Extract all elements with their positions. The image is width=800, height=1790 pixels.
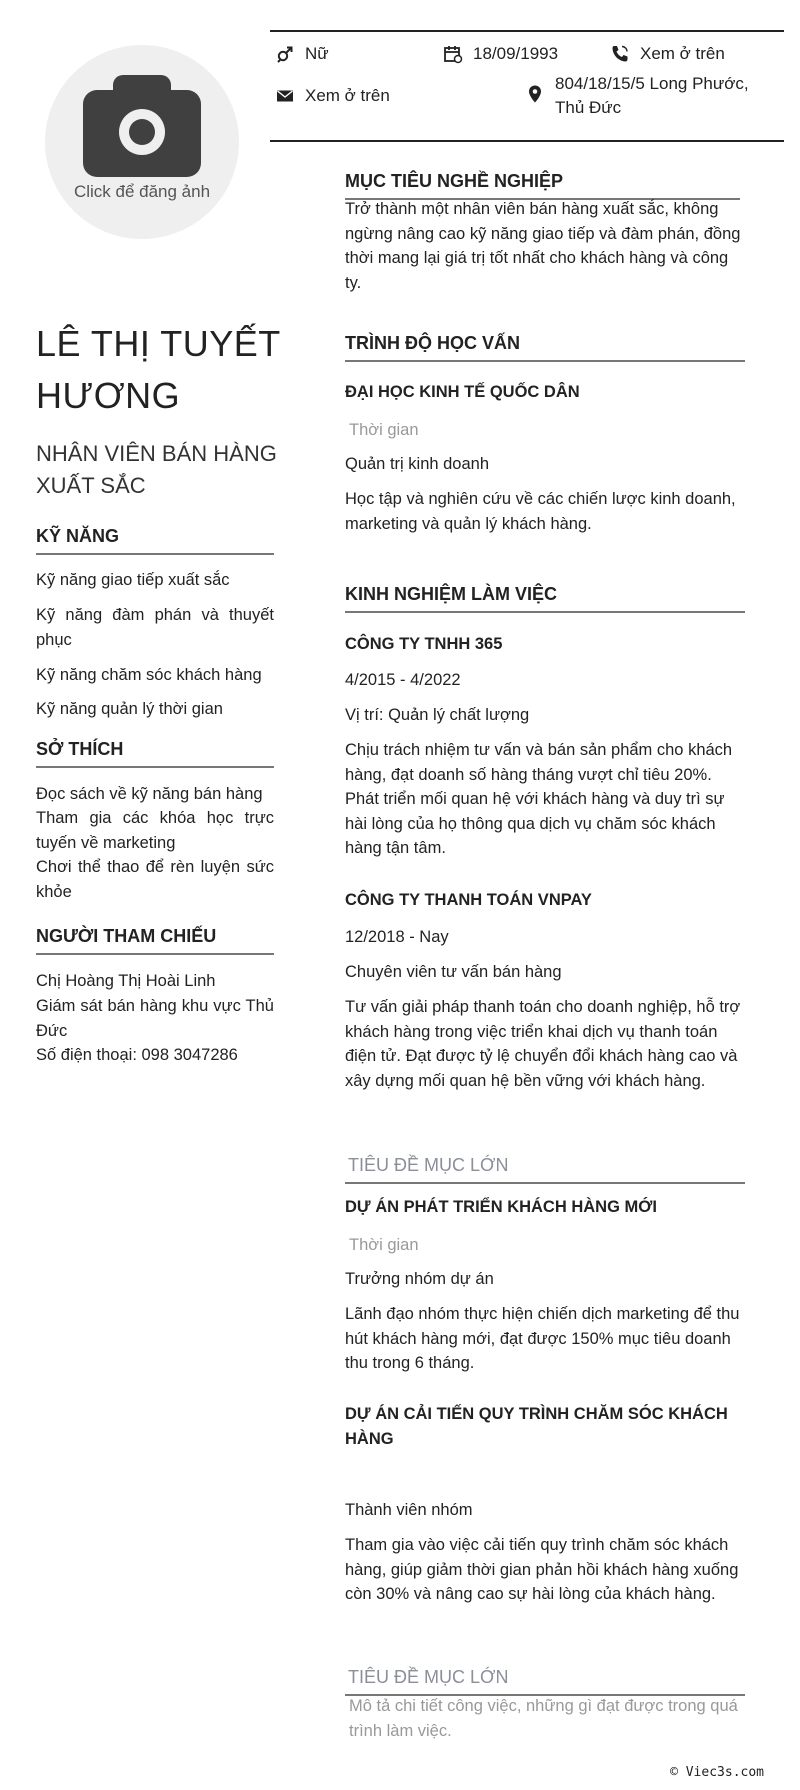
hobbies-heading: SỞ THÍCH: [36, 739, 274, 768]
calendar-icon: [443, 44, 463, 64]
education-heading: TRÌNH ĐỘ HỌC VẤN: [345, 333, 745, 362]
contact-info-box: [270, 30, 784, 142]
job-desc: Chịu trách nhiệm tư vấn và bán sản phẩm cho khách hàng, đạt doanh số hàng tháng vượt chỉ tiêu 20%. Phát triển mối quan hệ với khách hàng và duy trì sự hài lòng của họ thông qua dịch vụ chăm sóc khách hàng tận tâm.: [345, 741, 733, 857]
objective-text: Trở thành một nhân viên bán hàng xuất sắc, không ngừng nâng cao kỹ năng giao tiếp và đàm phán, đồng thời mang lại giá trị tốt nhất cho khách hàng và công ty.: [345, 200, 741, 292]
hobby-item: Đọc sách về kỹ năng bán hàng: [36, 785, 263, 803]
gender-icon: [275, 44, 295, 64]
references-heading: NGƯỜI THAM CHIẾU: [36, 926, 274, 955]
email-value: Xem ở trên: [305, 86, 390, 105]
candidate-name: LÊ THỊ TUYẾT HƯƠNG: [36, 323, 281, 416]
objective-heading: MỤC TIÊU NGHỀ NGHIỆP: [345, 171, 740, 200]
education-desc: Học tập và nghiên cứu về các chiến lược kinh doanh, marketing và quản lý khách hàng.: [345, 490, 736, 533]
project-role: Trưởng nhóm dự án: [345, 1270, 494, 1288]
skill-item: Kỹ năng chăm sóc khách hàng: [36, 666, 262, 684]
avatar-label: Click để đăng ảnh: [73, 182, 211, 201]
company-name: CÔNG TY TNHH 365: [345, 635, 503, 653]
gender-value: Nữ: [305, 44, 329, 63]
skill-item: Kỹ năng giao tiếp xuất sắc: [36, 571, 230, 589]
gender-info: [275, 44, 329, 64]
phone-icon: [610, 44, 630, 64]
project-desc: Tham gia vào việc cải tiến quy trình chăm sóc khách hàng, giúp giảm thời gian phản hồi khách hàng xuống còn 30% và nâng cao sự hài lòng của khách hàng.: [345, 1536, 739, 1603]
skill-item: Kỹ năng quản lý thời gian: [36, 700, 223, 718]
avatar-upload[interactable]: [45, 45, 239, 239]
reference-item: Giám sát bán hàng khu vực Thủ Đức: [36, 997, 274, 1040]
address-value: 804/18/15/5 Long Phước, Thủ Đức: [555, 74, 749, 117]
job-period: 4/2015 - 4/2022: [345, 671, 461, 689]
projects-heading: TIÊU ĐỀ MỤC LỚN: [345, 1155, 745, 1184]
phone-info: [610, 44, 725, 64]
address-info: [525, 72, 755, 120]
project-name: DỰ ÁN CẢI TIẾN QUY TRÌNH CHĂM SÓC KHÁCH HÀNG: [345, 1405, 728, 1448]
job-role: Chuyên viên tư vấn bán hàng: [345, 963, 562, 981]
company-name: CÔNG TY THANH TOÁN VNPAY: [345, 891, 592, 909]
job-title: NHÂN VIÊN BÁN HÀNG XUẤT SẮC: [36, 441, 277, 498]
experience-heading: KINH NGHIỆM LÀM VIỆC: [345, 584, 745, 613]
project-name: DỰ ÁN PHÁT TRIỂN KHÁCH HÀNG MỚI: [345, 1198, 657, 1216]
hobby-item: Chơi thể thao để rèn luyện sức khỏe: [36, 858, 274, 901]
location-pin-icon: [525, 84, 545, 104]
reference-item: Số điện thoại: 098 3047286: [36, 1046, 238, 1064]
education-time: Thời gian: [349, 421, 419, 439]
job-period: 12/2018 - Nay: [345, 928, 449, 946]
reference-item: Chị Hoàng Thị Hoài Linh: [36, 972, 216, 990]
skills-heading: KỸ NĂNG: [36, 526, 274, 555]
school-name: ĐẠI HỌC KINH TẾ QUỐC DÂN: [345, 383, 580, 401]
phone-value: Xem ở trên: [640, 44, 725, 63]
extra-heading: TIÊU ĐỀ MỤC LỚN: [345, 1667, 745, 1696]
birthdate-info: [443, 44, 558, 64]
hobby-item: Tham gia các khóa học trực tuyến về marketing: [36, 809, 274, 852]
job-role: Vị trí: Quản lý chất lượng: [345, 706, 530, 724]
education-major: Quản trị kinh doanh: [345, 455, 490, 473]
job-desc: Tư vấn giải pháp thanh toán cho doanh nghiệp, hỗ trợ khách hàng trong việc triển khai dịch vụ thanh toán điện tử. Đạt được tỷ lệ chuyển đổi khách hàng cao và xây dựng mối quan hệ bền vững với khách hàng.: [345, 998, 741, 1090]
project-desc: Lãnh đạo nhóm thực hiện chiến dịch marketing để thu hút khách hàng mới, đạt được 150% mục tiêu doanh thu trong 6 tháng.: [345, 1305, 740, 1372]
extra-desc: Mô tả chi tiết công việc, những gì đạt được trong quá trình làm việc.: [349, 1697, 738, 1740]
project-time: Thời gian: [349, 1236, 419, 1254]
birthdate-value: 18/09/1993: [473, 44, 559, 63]
footer-credit: © Viec3s.com: [670, 1765, 764, 1780]
envelope-icon: [275, 86, 295, 106]
skill-item: Kỹ năng đàm phán và thuyết phục: [36, 606, 274, 649]
email-info: [275, 86, 390, 106]
project-role: Thành viên nhóm: [345, 1501, 473, 1519]
